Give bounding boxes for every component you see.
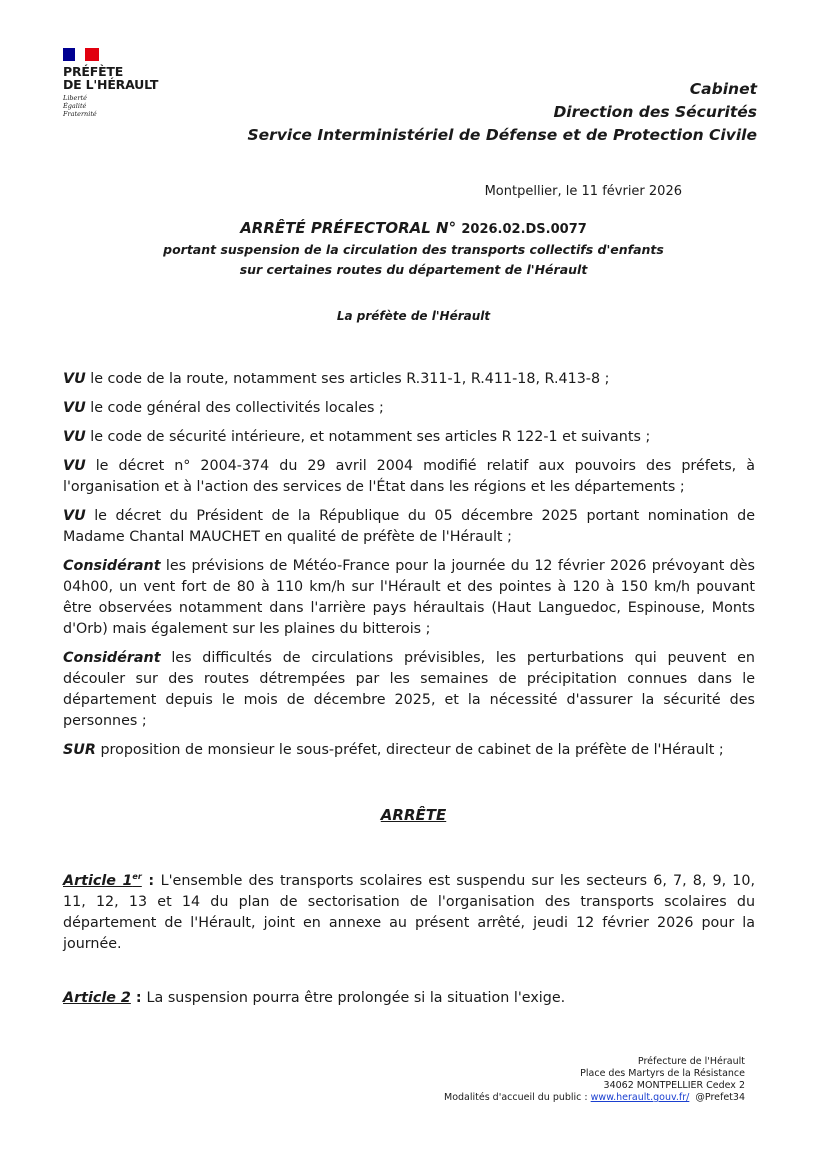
article-label: Article 2 — [63, 990, 131, 1006]
website-link[interactable]: www.herault.gouv.fr/ — [590, 1092, 690, 1103]
title-subtitle-2: sur certaines routes du département de l'Hérault — [239, 262, 588, 277]
decree-number: 2026.02.DS.0077 — [461, 222, 587, 237]
recital — [63, 369, 755, 390]
issuing-service — [248, 78, 758, 147]
recital — [63, 456, 755, 498]
recital-keyword: VU — [63, 508, 86, 524]
title-subtitle-1: portant suspension de la circulation des transports collectifs d'enfants — [163, 242, 664, 257]
recital — [63, 506, 755, 548]
recital-text: les prévisions de Météo-France pour la journée du 12 février 2026 prévoyant dès 04h00, un vent fort de 80 à 110 km/h sur l'Hérault et des pointes à 120 à 150 km/h pouvant être observées notamment dans l'arrière pays héraultais (Haut Languedoc, Espinouse, Monts d'Orb) mais également sur les plaines du bitterois ; — [63, 558, 755, 637]
footer-line-2: Place des Martyrs de la Résistance — [580, 1068, 745, 1079]
authority: La préfète de l'Hérault — [336, 309, 491, 323]
article-label: Article 1er — [63, 872, 142, 889]
motto-liberte: Liberté — [63, 94, 87, 102]
article-text: L'ensemble des transports scolaires est suspendu sur les secteurs 6, 7, 8, 9, 10, 11, 12, 13 et 14 du plan de sectorisation de l'organisation des transports scolaires du département de l'Hérault, joint en annexe au présent arrêté, jeudi 12 février 2026 pour la journée. — [63, 872, 755, 952]
recital-keyword: VU — [63, 458, 86, 474]
recital-text: le décret n° 2004-374 du 29 avril 2004 modifié relatif aux pouvoirs des préfets, à l'organisation et à l'action des services de l'État dans les régions et les départements ; — [63, 458, 755, 495]
recital-keyword: Considérant — [63, 650, 161, 666]
recital-keyword: VU — [63, 429, 86, 445]
recital-text: le code de la route, notamment ses articles R.311-1, R.411-18, R.413-8 ; — [85, 371, 610, 387]
twitter-handle: @Prefet34 — [695, 1092, 745, 1103]
header-cabinet: Cabinet — [689, 80, 757, 98]
logo-motto — [63, 94, 183, 118]
document-title — [0, 218, 827, 280]
access-label: Modalités d'accueil du public : — [444, 1092, 591, 1103]
title-label: ARRÊTÉ PRÉFECTORAL N° — [240, 219, 457, 237]
article-2 — [63, 988, 755, 1009]
logo-title-line1: PRÉFÈTE — [63, 64, 124, 79]
recital-keyword: Considérant — [63, 558, 161, 574]
arrete-heading: ARRÊTE — [380, 806, 447, 824]
footer-address — [444, 1056, 745, 1104]
recital-text: le code de sécurité intérieure, et notamment ses articles R 122-1 et suivants ; — [85, 429, 651, 445]
recital — [63, 648, 755, 732]
footer-line-3: 34062 MONTPELLIER Cedex 2 — [603, 1080, 745, 1091]
recital — [63, 427, 755, 448]
article-separator: : — [130, 990, 147, 1006]
header-service: Service Interministériel de Défense et de Protection Civile — [247, 126, 757, 144]
recital-keyword: VU — [63, 371, 86, 387]
recital — [63, 740, 755, 761]
article-text: La suspension pourra être prolongée si la situation l'exige. — [146, 990, 566, 1006]
marianne-flag-icon — [63, 48, 99, 61]
article-1 — [63, 866, 755, 955]
recital-keyword: VU — [63, 400, 86, 416]
recital-text: le décret du Président de la République du 05 décembre 2025 portant nomination de Madame Chantal MAUCHET en qualité de préfète de l'Hérault ; — [63, 508, 755, 545]
recital-text: le code général des collectivités locales ; — [85, 400, 384, 416]
motto-egalite: Égalité — [63, 102, 87, 110]
article-separator: : — [141, 872, 161, 889]
logo-title-line2: DE L'HÉRAULT — [63, 77, 159, 92]
motto-fraternite: Fraternité — [63, 110, 97, 118]
recital — [63, 398, 755, 419]
recital-keyword: SUR — [63, 742, 96, 758]
prefecture-logo — [63, 48, 183, 118]
document-date: Montpellier, le 11 février 2026 — [484, 184, 682, 199]
footer-line-1: Préfecture de l'Hérault — [637, 1056, 745, 1067]
recital-text: proposition de monsieur le sous-préfet, directeur de cabinet de la préfète de l'Hérault ; — [95, 742, 724, 758]
recital — [63, 556, 755, 640]
recital-text: les difficultés de circulations prévisibles, les perturbations qui peuvent en découler sur des routes détrempées par les semaines de précipitation connues dans le département depuis le mois de décembre 2025, et la nécessité d'assurer la sécurité des personnes ; — [63, 650, 755, 729]
recitals — [63, 369, 755, 769]
header-direction: Direction des Sécurités — [553, 103, 757, 121]
footer-access — [444, 1092, 745, 1104]
